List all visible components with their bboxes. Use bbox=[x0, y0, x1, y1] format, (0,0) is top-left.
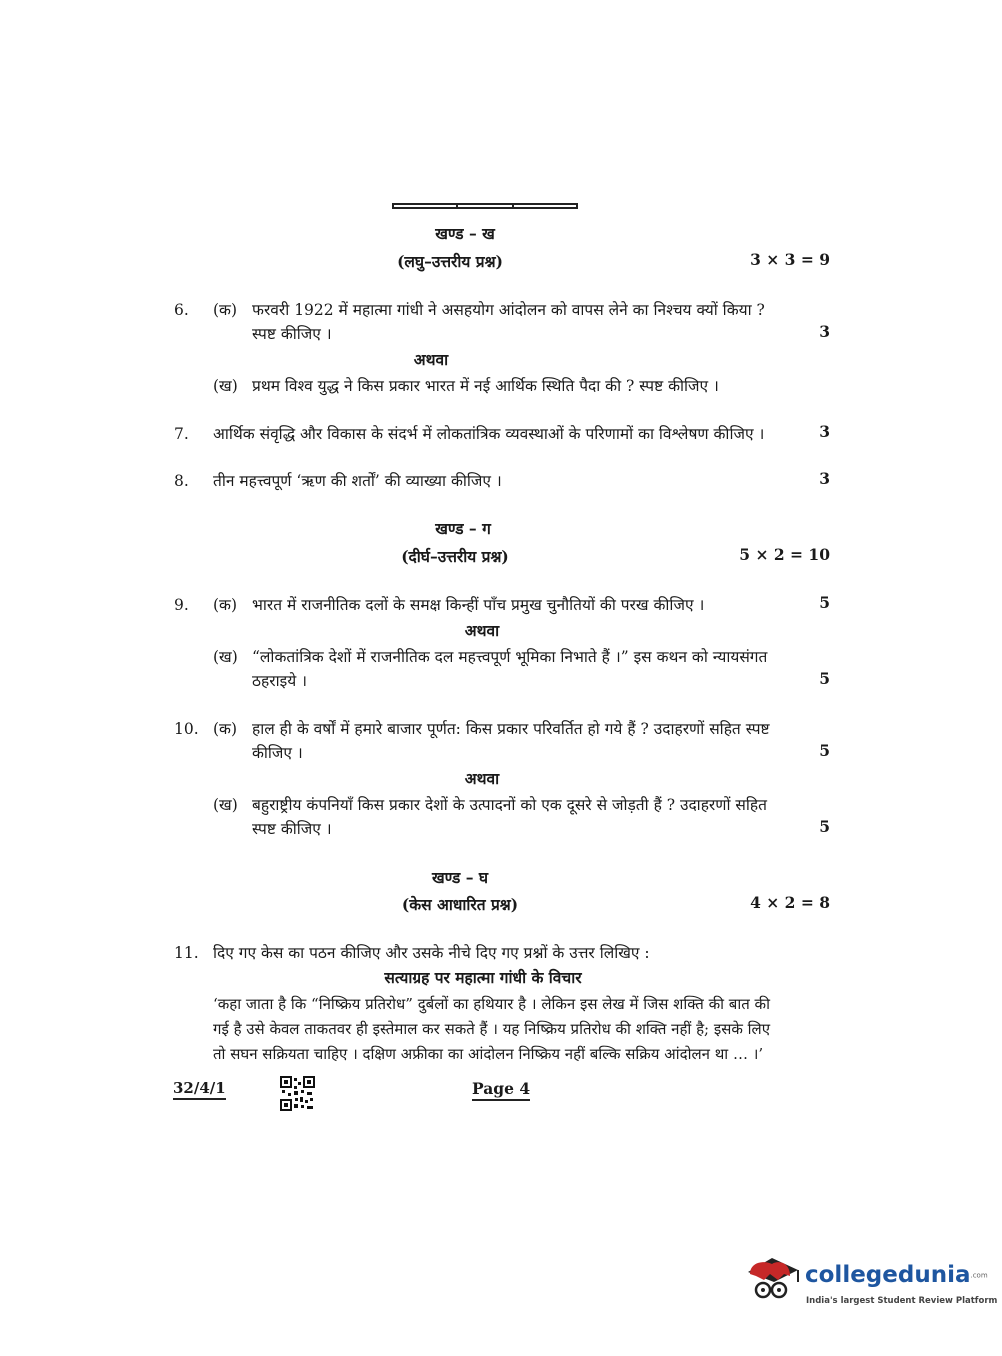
q9b-marks: 5 bbox=[819, 669, 830, 688]
q6a-label: (क) bbox=[213, 301, 237, 319]
section-b-marks: 3 × 3 = 9 bbox=[750, 250, 830, 269]
top-divider bbox=[392, 203, 578, 209]
q9b-line1: “लोकतांत्रिक देशों में राजनीतिक दल महत्त्वपूर्ण भूमिका निभाते हैं ।” इस कथन को न्यायसंगत bbox=[252, 648, 768, 666]
collegedunia-mascot-icon bbox=[744, 1250, 802, 1308]
section-c-marks: 5 × 2 = 10 bbox=[739, 545, 830, 564]
q10a-line2: कीजिए । bbox=[252, 744, 303, 762]
q11-intro: दिए गए केस का पठन कीजिए और उसके नीचे दिए गए प्रश्नों के उत्तर लिखिए : bbox=[213, 944, 650, 962]
q10b-line2: स्पष्ट कीजिए । bbox=[252, 820, 332, 838]
q6-or: अथवा bbox=[413, 350, 449, 369]
q11-heading: सत्याग्रह पर महात्मा गांधी के विचार bbox=[384, 968, 582, 987]
q11-passage-line2: गई है उसे केवल ताकतवर ही इस्तेमाल कर सकते हैं । यह निष्क्रिय प्रतिरोध की शक्ति नहीं है; इसके लिए bbox=[213, 1020, 771, 1038]
q9-or: अथवा bbox=[464, 621, 500, 640]
q6-number: 6. bbox=[174, 301, 189, 319]
q7-text: आर्थिक संवृद्धि और विकास के संदर्भ में लोकतांत्रिक व्यवस्थाओं के परिणामों का विश्लेषण कीजिए । bbox=[213, 425, 765, 443]
q6a-line1: फरवरी 1922 में महात्मा गांधी ने असहयोग आंदोलन को वापस लेने का निश्चय क्यों किया ? bbox=[252, 301, 765, 319]
q8-number: 8. bbox=[174, 472, 189, 490]
section-d-subtitle: (केस आधारित प्रश्न) bbox=[401, 895, 519, 914]
q9-number: 9. bbox=[174, 596, 189, 614]
qr-code-icon bbox=[280, 1076, 315, 1111]
q7-number: 7. bbox=[174, 425, 189, 443]
q10-or: अथवा bbox=[464, 769, 500, 788]
q9a-marks: 5 bbox=[819, 593, 830, 612]
q10b-marks: 5 bbox=[819, 817, 830, 836]
section-d-marks: 4 × 2 = 8 bbox=[750, 893, 830, 912]
brand-tagline: India's largest Student Review Platform bbox=[806, 1296, 998, 1306]
q6a-line2: स्पष्ट कीजिए । bbox=[252, 325, 332, 343]
q6b-label: (ख) bbox=[213, 377, 238, 395]
section-c-subtitle: (दीर्घ–उत्तरीय प्रश्न) bbox=[401, 547, 509, 566]
q10b-label: (ख) bbox=[213, 796, 238, 814]
q9b-label: (ख) bbox=[213, 648, 238, 666]
q6b-text: प्रथम विश्व युद्ध ने किस प्रकार भारत में नई आर्थिक स्थिति पैदा की ? स्पष्ट कीजिए । bbox=[252, 377, 719, 395]
q11-number: 11. bbox=[174, 944, 199, 962]
q11-passage-line1: ‘कहा जाता है कि “निष्क्रिय प्रतिरोध” दुर्बलों का हथियार है । लेकिन इस लेख में जिस शक्ति की बात की bbox=[213, 995, 770, 1013]
q10a-label: (क) bbox=[213, 720, 237, 738]
brand-logo-text bbox=[805, 1262, 988, 1288]
section-c-title: खण्ड – ग bbox=[435, 519, 491, 538]
brand-suffix: .com bbox=[970, 1271, 988, 1280]
q10b-line1: बहुराष्ट्रीय कंपनियाँ किस प्रकार देशों के उत्पादनों को एक दूसरे से जोड़ती हैं ? उदाहरणों सहित bbox=[252, 796, 767, 814]
q8-marks: 3 bbox=[819, 469, 830, 488]
section-b-subtitle: (लघु–उत्तरीय प्रश्न) bbox=[397, 252, 503, 271]
q6-marks: 3 bbox=[819, 322, 830, 341]
q10a-marks: 5 bbox=[819, 741, 830, 760]
section-b-title: खण्ड – ख bbox=[435, 224, 495, 243]
paper-code: 32/4/1 bbox=[173, 1079, 226, 1100]
q8-text: तीन महत्त्वपूर्ण ‘ऋण की शर्तों’ की व्याख्या कीजिए । bbox=[213, 472, 502, 490]
q7-marks: 3 bbox=[819, 422, 830, 441]
page-number: Page 4 bbox=[472, 1079, 530, 1101]
q10a-line1: हाल ही के वर्षों में हमारे बाजार पूर्णत: किस प्रकार परिवर्तित हो गये हैं ? उदाहरणों सहित स्पष्ट bbox=[252, 720, 770, 738]
brand-name: collegedunia bbox=[805, 1262, 971, 1288]
section-d-title: खण्ड – घ bbox=[431, 868, 489, 887]
q11-passage-line3: तो सघन सक्रियता चाहिए । दक्षिण अफ्रीका का आंदोलन निष्क्रिय नहीं बल्कि सक्रिय आंदोलन था … ।’ bbox=[213, 1045, 764, 1063]
q9b-line2: ठहराइये । bbox=[252, 672, 307, 690]
q9a-label: (क) bbox=[213, 596, 237, 614]
q10-number: 10. bbox=[174, 720, 199, 738]
q9a-text: भारत में राजनीतिक दलों के समक्ष किन्हीं पाँच प्रमुख चुनौतियों की परख कीजिए । bbox=[252, 596, 705, 614]
